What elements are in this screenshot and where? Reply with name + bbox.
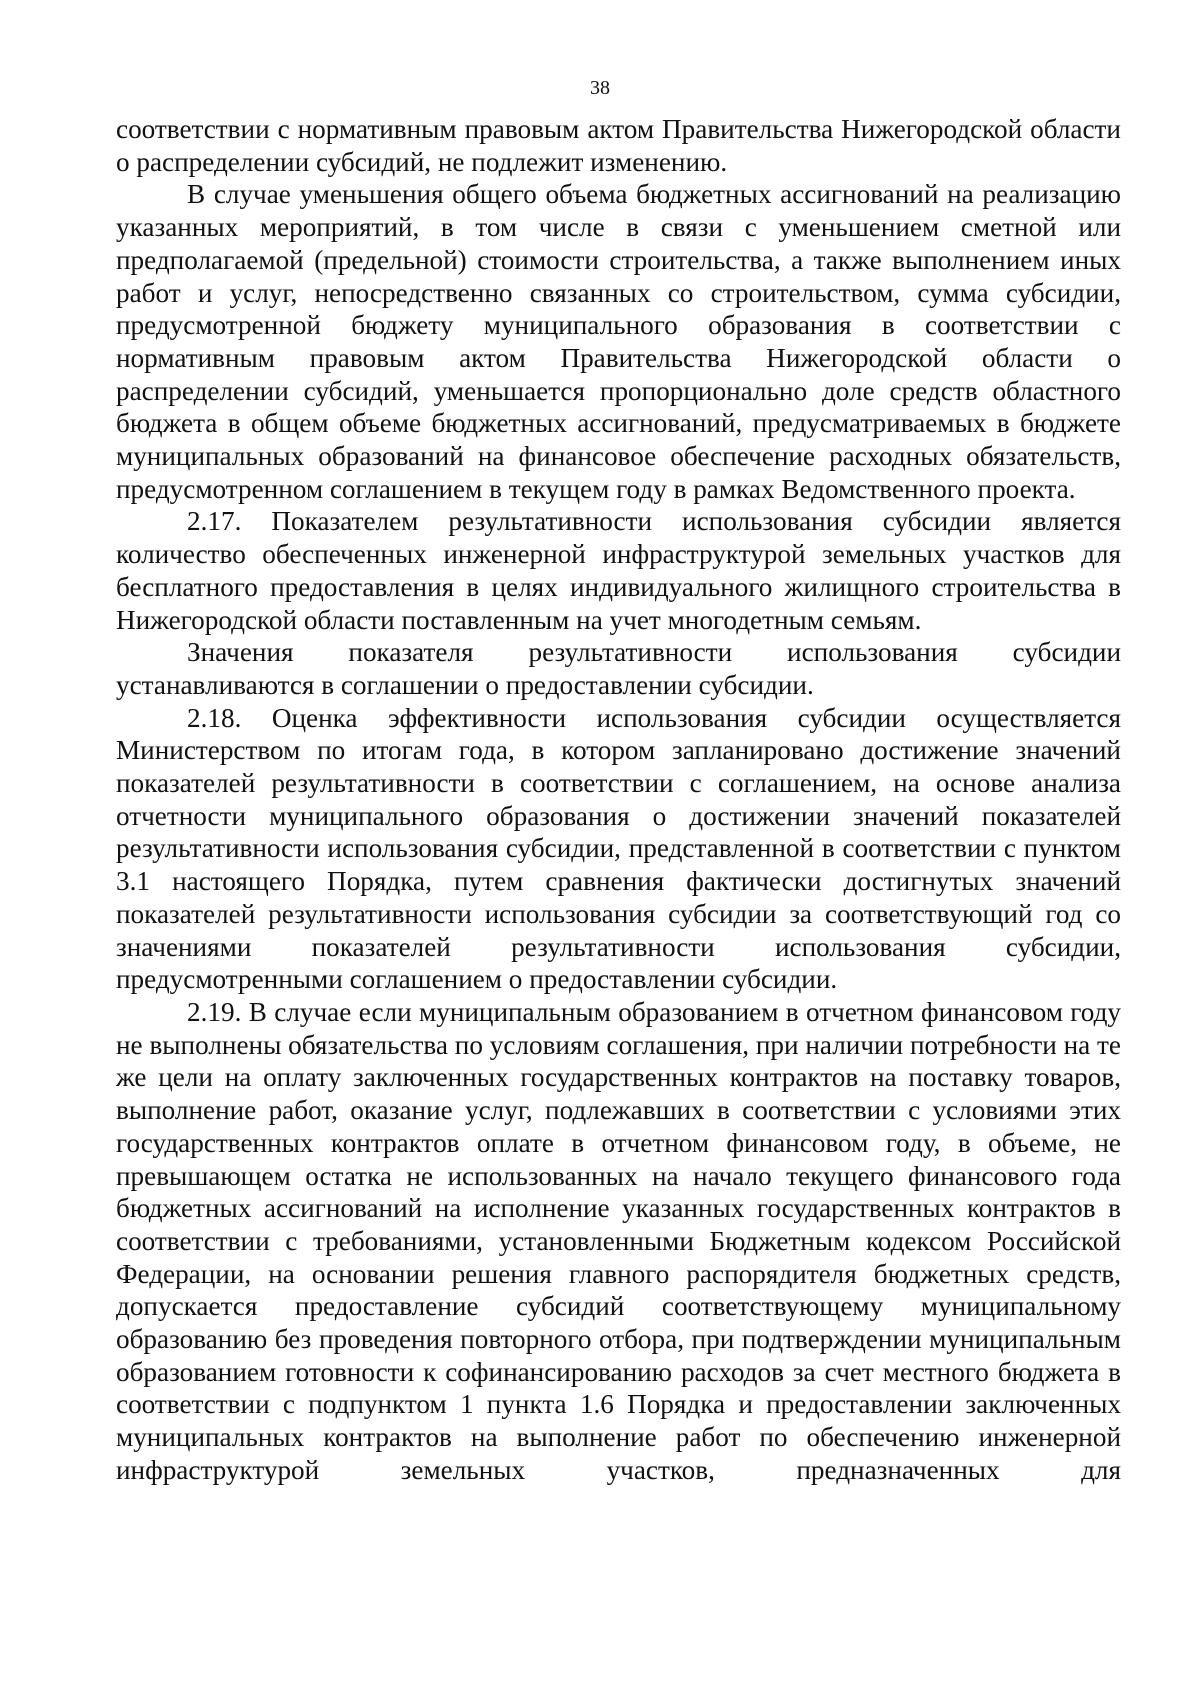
- paragraph-2-17: 2.17. Показателем результативности использования субсидии является количество обеспеченных инженерной инфраструктурой земельных участков для бесплатного предоставления в целях индивидуального жилищного строительства в Нижегородской области поставленным на учет многодетным семьям.: [116, 506, 1121, 635]
- paragraph-indicator-values: Значения показателя результативности использования субсидии устанавливаются в соглашении о предоставлении субсидии.: [116, 637, 1121, 700]
- paragraph-continuation: соответствии с нормативным правовым актом Правительства Нижегородской области о распределении субсидий, не подлежит изменению.: [116, 114, 1121, 177]
- document-body: [116, 113, 1121, 1487]
- paragraph-2-19: 2.19. В случае если муниципальным образованием в отчетном финансовом году не выполнены обязательства по условиям соглашения, при наличии потребности на те же цели на оплату заключенных государственных контрактов на поставку товаров, выполнение работ, оказание услуг, подлежавших в соответствии с условиями этих государственных контрактов оплате в отчетном финансовом году, в объеме, не превышающем остатка не использованных на начало текущего финансового года бюджетных ассигнований на исполнение указанных государственных контрактов в соответствии с требованиями, установленными Бюджетным кодексом Российской Федерации, на основании решения главного распорядителя бюджетных средств, допускается предоставление субсидий соответствующему муниципальному образованию без проведения повторного отбора, при подтверждении муниципальным образованием готовности к софинансированию расходов за счет местного бюджета в соответствии с подпунктом 1 пункта 1.6 Порядка и предоставлении заключенных муниципальных контрактов на выполнение работ по обеспечению инженерной инфраструктурой земельных участков, предназначенных для: [116, 996, 1121, 1485]
- paragraph-reduction-case: В случае уменьшения общего объема бюджетных ассигнований на реализацию указанных мероприятий, в том числе в связи с уменьшением сметной или предполагаемой (предельной) стоимости строительства, а также выполнением иных работ и услуг, непосредственно связанных со строительством, сумма субсидии, предусмотренной бюджету муниципального образования в соответствии с нормативным правовым актом Правительства Нижегородской области о распределении субсидий, уменьшается пропорционально доле средств областного бюджета в общем объеме бюджетных ассигнований, предусматриваемых в бюджете муниципальных образований на финансовое обеспечение расходных обязательств, предусмотренном соглашением в текущем году в рамках Ведомственного проекта.: [116, 179, 1121, 504]
- page-number: 38: [590, 77, 610, 99]
- paragraph-2-18: 2.18. Оценка эффективности использования субсидии осуществляется Министерством по итогам года, в котором запланировано достижение значений показателей результативности в соответствии с соглашением, на основе анализа отчетности муниципального образования о достижении значений показателей результативности использования субсидии, представленной в соответствии с пунктом 3.1 настоящего Порядка, путем сравнения фактически достигнутых значений показателей результативности использования субсидии за соответствующий год со значениями показателей результативности использования субсидии, предусмотренными соглашением о предоставлении субсидии.: [116, 702, 1121, 995]
